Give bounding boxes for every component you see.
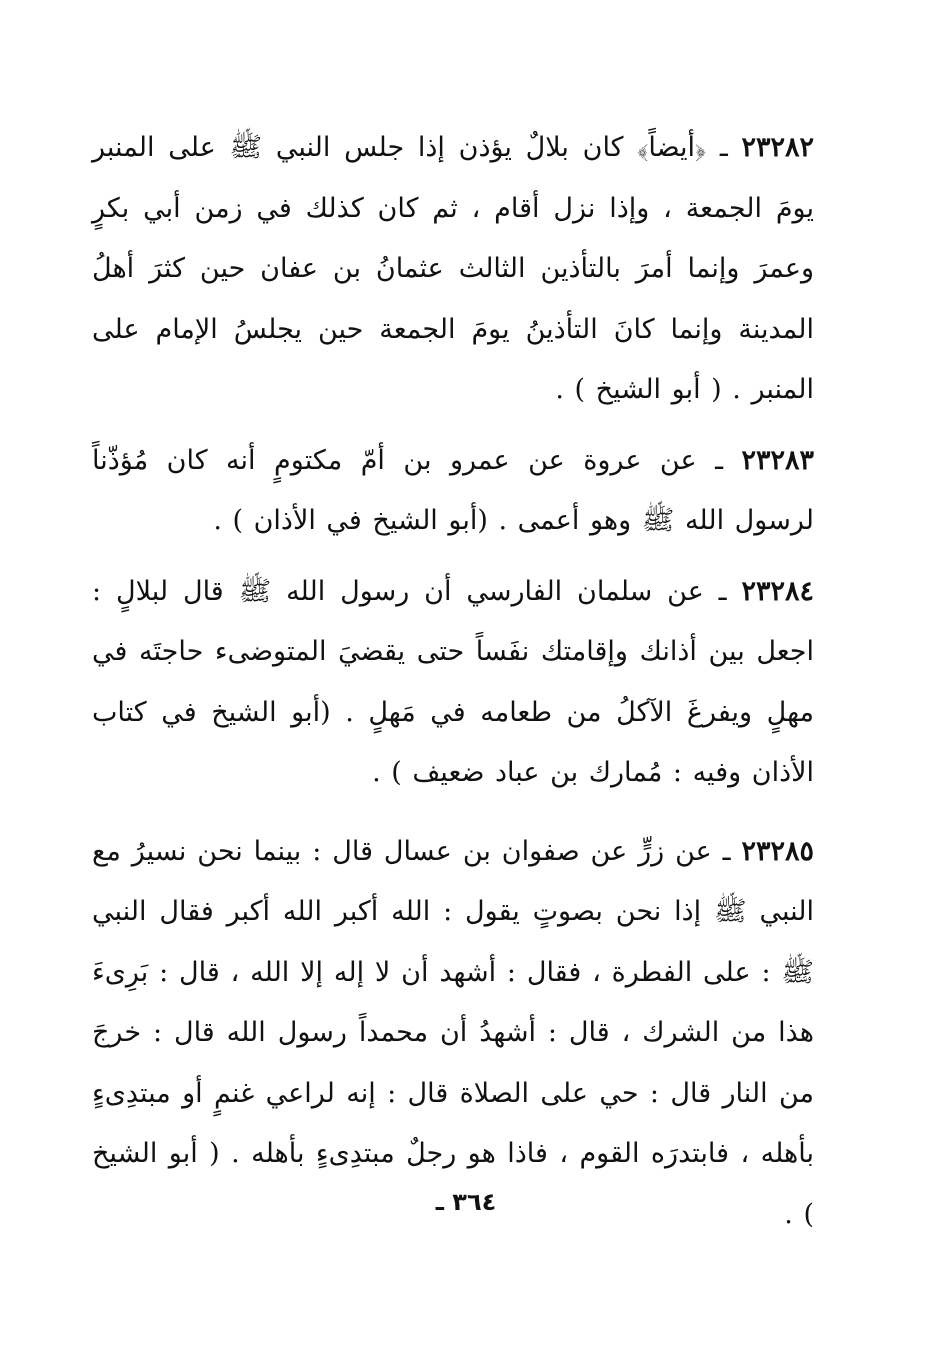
hadith-number: ٢٣٢٨٣ xyxy=(741,444,814,476)
hadith-text-block xyxy=(92,118,814,1245)
hadith-number: ٢٣٢٨٢ xyxy=(741,132,814,163)
hadith-text: ـ ﴿أيضاً﴾ كان بلالٌ يؤذن إذا جلس النبي ﷺ على المنبر يومَ الجمعة ، وإذا نزل أقام ، ثم كان كذلك في زمن أبي بكرٍ وعمرَ وإنما أمرَ بالتأذين الثالث عثمانُ بن عفان حين كثرَ أهلُ المدينة وإنما كانَ التأذينُ يومَ الجمعة حين يجلسُ الإمام على المنبر . ( أبو الشيخ ) . xyxy=(92,132,814,405)
hadith-text: ـ عن زرٍّ عن صفوان بن عسال قال : بينما نحن نسيرُ مع النبي ﷺ إذا نحن بصوتٍ يقول : الله أكبر الله أكبر فقال النبي ﷺ : على الفطرة ، فقال : أشهد أن لا إله إلا الله ، قال : بَرِىءَ هذا من الشرك ، قال : أشهدُ أن محمداً رسول الله قال : خرجَ من النار قال : حي على الصلاة قال : إنه لراعي غنمٍ أو مبتدِىءٍ بأهله ، فابتدرَه القوم ، فاذا هو رجلٌ مبتدِىءٍ بأهله . ( أبو الشيخ ) . xyxy=(92,835,814,1230)
hadith-entry xyxy=(92,822,814,1246)
hadith-text: ـ عن سلمان الفارسي أن رسول الله ﷺ قال لبلالٍ : اجعل بين أذانك وإقامتك نفَساً حتى يقضيَ المتوضىء حاجتَه في مهلٍ ويفرغَ الآكلُ من طعامه في مَهلٍ . (أبو الشيخ في كتاب الأذان وفيه : مُمارك بن عباد ضعيف ) . xyxy=(92,575,814,788)
hadith-entry xyxy=(92,118,814,421)
hadith-number: ٢٣٢٨٤ xyxy=(741,575,814,607)
hadith-entry xyxy=(92,431,814,552)
hadith-number: ٢٣٢٨٥ xyxy=(741,835,814,867)
hadith-text: ـ عن عروة عن عمرو بن أمّ مكتومٍ أنه كان مُؤذّناً لرسول الله ﷺ وهو أعمى . (أبو الشيخ في الأذان ) . xyxy=(92,444,814,536)
page-number: ٣٦٤ ـ xyxy=(435,1188,497,1216)
hadith-entry xyxy=(92,562,814,804)
